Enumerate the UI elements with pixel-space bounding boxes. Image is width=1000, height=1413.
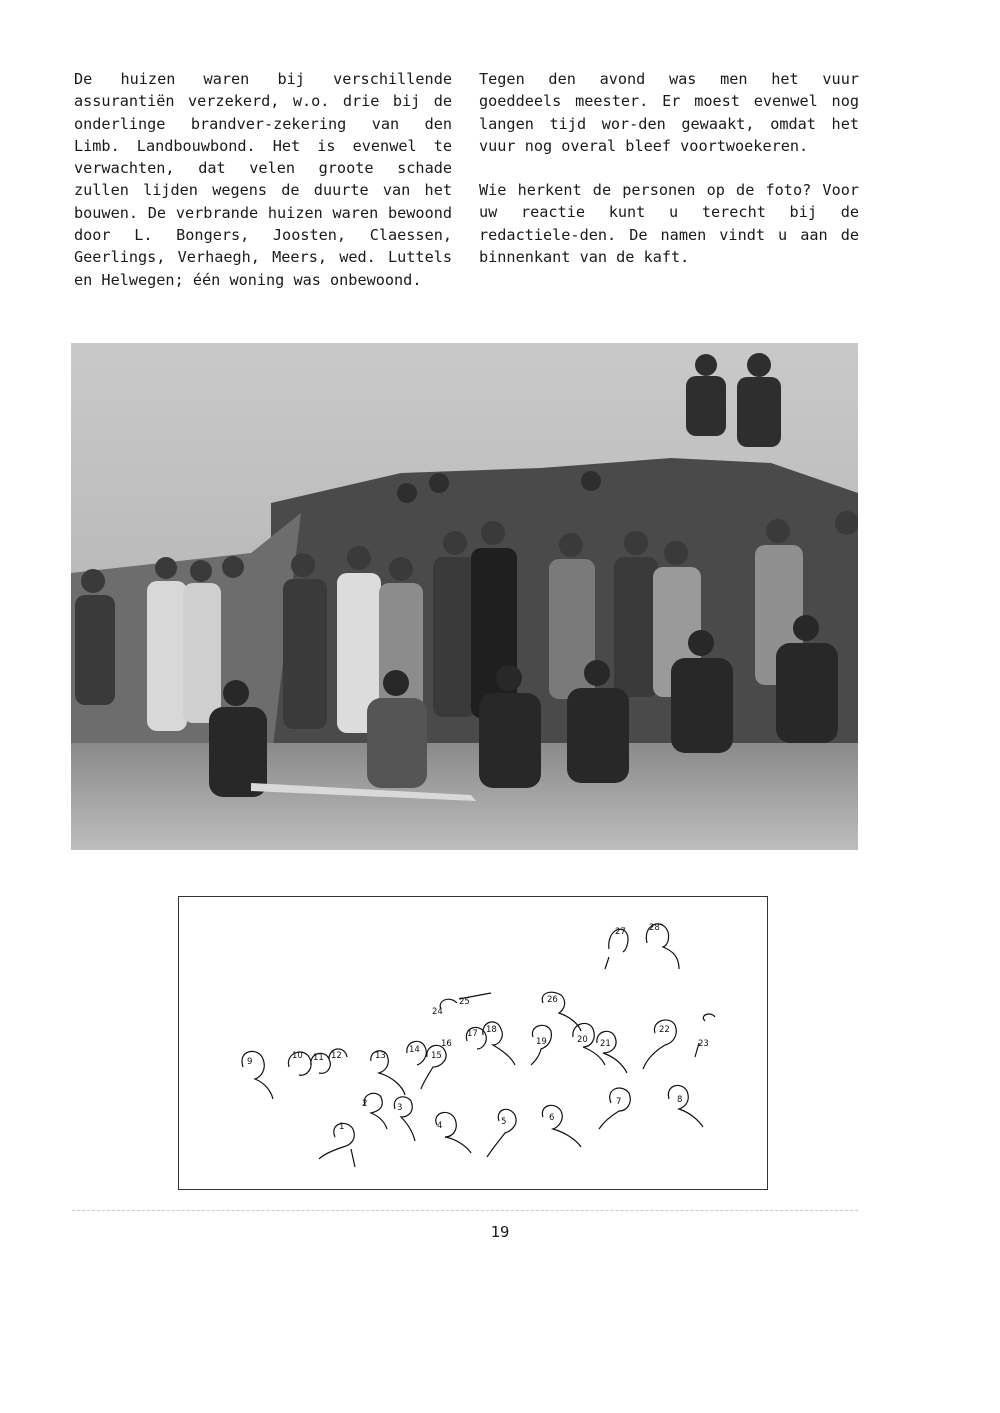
identification-key (178, 896, 768, 1190)
key-label: 17 (467, 1029, 478, 1039)
page-number: 19 (490, 1223, 510, 1241)
key-label: 14 (409, 1045, 420, 1055)
key-label: 18 (486, 1025, 497, 1035)
key-label: 19 (536, 1037, 547, 1047)
key-label: 1 (339, 1122, 345, 1132)
key-label: 7 (616, 1097, 622, 1107)
right-paragraph-fire: Tegen den avond was men het vuur goeddeels meester. Er moest evenwel nog langen tijd wor-den gewaakt, omdat het vuur nog overal bleef voortwoekeren. (479, 70, 859, 155)
key-label: 9 (247, 1057, 253, 1067)
key-label: 20 (577, 1035, 588, 1045)
key-label: 26 (547, 995, 558, 1005)
key-sketch-outlines (179, 897, 769, 1191)
key-label: 13 (375, 1051, 386, 1061)
key-label: 6 (549, 1113, 555, 1123)
key-label: 27 (615, 927, 626, 937)
key-label: 10 (292, 1051, 303, 1061)
key-label: 25 (459, 997, 470, 1007)
key-label: 23 (698, 1039, 709, 1049)
key-label: 28 (649, 923, 660, 933)
key-label: 24 (432, 1007, 443, 1017)
right-paragraph-question: Wie herkent de personen op de foto? Voor uw reactie kunt u terecht bij de redactiele-den. De namen vindt u aan de binnenkant van de kaft. (479, 181, 859, 267)
key-label: 16 (441, 1039, 452, 1049)
key-label: 12 (331, 1051, 342, 1061)
right-column (479, 68, 859, 268)
key-label: 22 (659, 1025, 670, 1035)
key-label: 5 (501, 1117, 507, 1127)
left-column (74, 68, 452, 291)
key-label: 2 (362, 1099, 368, 1109)
key-label: 8 (677, 1095, 683, 1105)
left-paragraph: De huizen waren bij verschillende assurantiën verzekerd, w.o. drie bij de onderlinge brandver-zekering van den Limb. Landbouwbond. Het is evenwel te verwachten, dat velen groote schade zullen lijden wegens de duurte van het bouwen. De verbrande huizen waren bewoond door L. Bongers, Joosten, Claessen, Geerlings, Verhaegh, Meers, wed. Luttels en Helwegen; één woning was onbewoond. (74, 70, 452, 289)
key-label: 3 (397, 1103, 403, 1113)
key-label: 11 (313, 1053, 324, 1063)
group-photograph (71, 343, 858, 850)
key-label: 21 (600, 1039, 611, 1049)
group-photograph-image (71, 343, 858, 850)
key-label: 4 (437, 1121, 443, 1131)
footer-divider (72, 1210, 858, 1211)
key-label: 15 (431, 1051, 442, 1061)
